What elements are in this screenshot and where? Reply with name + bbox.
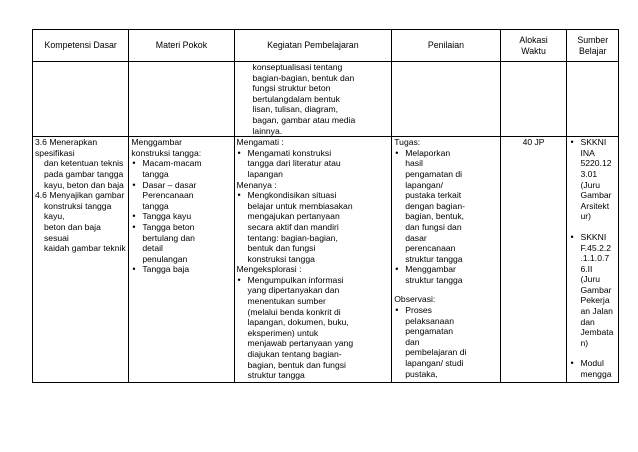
text-line: penulangan bbox=[142, 253, 188, 264]
text-line: detail bbox=[142, 243, 163, 254]
text-line: beton dan baja sesuai bbox=[44, 221, 101, 243]
spacer bbox=[394, 285, 497, 294]
cell-sumber-belajar bbox=[567, 137, 619, 383]
list-item bbox=[569, 232, 616, 349]
header-alokasi-line2: Waktu bbox=[521, 45, 546, 56]
text-line: • Mengamati konstruksi bbox=[247, 147, 332, 158]
text-line: pustaka terkait bbox=[405, 190, 462, 201]
text-line: konstruksi tangga: bbox=[131, 147, 202, 158]
text-line: mengga bbox=[580, 369, 612, 380]
text-line: bagan, gambar atau media bbox=[252, 114, 356, 125]
text-line: konstruksi tangga bbox=[247, 253, 315, 264]
text-line: hasil bbox=[405, 158, 423, 169]
text-line: • Mengumpulkan informasi bbox=[247, 274, 344, 285]
mengamati-label: Mengamati : bbox=[236, 137, 284, 148]
text-line: lapangan/ bbox=[405, 179, 443, 190]
text-line: 3.01 bbox=[580, 168, 598, 179]
text-line: struktur tangga bbox=[405, 274, 463, 285]
text-line: • Menggambar bbox=[405, 264, 456, 275]
text-line: lainnya. bbox=[252, 125, 283, 136]
cell-penilaian bbox=[392, 137, 500, 383]
observasi-label: Observasi: bbox=[394, 294, 436, 305]
text-line: pelaksanaan bbox=[405, 315, 454, 326]
cell-empty-alokasi bbox=[500, 62, 567, 137]
kd-3-6-rest bbox=[35, 158, 126, 190]
text-line: Pekerja bbox=[580, 295, 610, 306]
text-line: (Juru bbox=[580, 274, 601, 285]
text-line: tentang: bagian-bagian, bbox=[247, 232, 338, 243]
list-item bbox=[394, 264, 497, 285]
list-item bbox=[569, 137, 616, 222]
menanya-list bbox=[237, 190, 390, 264]
text-line: lapangan, dokumen, buku, bbox=[247, 317, 349, 328]
list-item bbox=[131, 180, 231, 212]
text-line: konseptualisasi tentang bbox=[252, 62, 343, 72]
header-materi-pokok: Materi Pokok bbox=[129, 30, 234, 62]
text-line: pada gambar tangga bbox=[44, 168, 124, 179]
text-line: dasar bbox=[405, 232, 427, 243]
text-line: • Macam-macam bbox=[142, 158, 202, 169]
text-line: Gambar bbox=[580, 284, 612, 295]
list-item bbox=[131, 158, 231, 179]
tugas-list bbox=[394, 148, 497, 286]
text-line: • Tangga beton bbox=[142, 221, 195, 232]
text-line: .1.1.0.7 bbox=[580, 253, 610, 264]
observasi-list bbox=[394, 305, 497, 379]
text-line: F.45.2.2 bbox=[580, 242, 612, 253]
list-item bbox=[569, 358, 616, 379]
text-line: INA bbox=[580, 147, 595, 158]
text-line: lapangan bbox=[247, 168, 283, 179]
text-line: 5220.12 bbox=[580, 158, 612, 169]
text-line: ur) bbox=[580, 211, 591, 222]
cell-kompetensi-dasar bbox=[33, 137, 129, 383]
list-item bbox=[394, 148, 497, 265]
text-line: perencanaan bbox=[405, 243, 456, 254]
text-line: • Melaporkan bbox=[405, 147, 451, 158]
text-line: • Mengkondisikan situasi bbox=[247, 190, 337, 201]
text-line: kaidah gambar teknik bbox=[44, 243, 126, 254]
text-line: dengan bagian- bbox=[405, 200, 465, 211]
text-line: • Proses bbox=[405, 305, 432, 316]
text-line: menjawab pertanyaan yang bbox=[247, 338, 354, 349]
alokasi-value: 40 JP bbox=[522, 137, 545, 148]
text-line: bagian, bentuk, bbox=[405, 211, 465, 222]
header-alokasi-waktu bbox=[500, 30, 567, 62]
cell-materi-pokok bbox=[129, 137, 234, 383]
text-line: 4.6 Menyajikan gambar bbox=[35, 190, 125, 201]
text-line: lapangan/ studi bbox=[405, 358, 464, 369]
mengamati-list bbox=[237, 148, 390, 180]
table-row-3-6 bbox=[33, 137, 619, 383]
text-line: bertulangdalam bentuk bbox=[252, 93, 340, 104]
sumber-list bbox=[569, 137, 616, 379]
text-line: Gambar bbox=[580, 190, 612, 201]
text-line: tangga bbox=[142, 200, 169, 211]
cell-empty-materi bbox=[129, 62, 234, 137]
text-line: pustaka, bbox=[405, 368, 438, 379]
kegiatan-continued-text bbox=[237, 62, 390, 136]
text-line: 3.6 Menerapkan spesifikasi bbox=[35, 137, 98, 158]
text-line: Jembata bbox=[580, 327, 614, 338]
header-sumber-belajar bbox=[567, 30, 619, 62]
text-line: tangga bbox=[142, 168, 169, 179]
text-line: lisan, tulisan, diagram, bbox=[252, 104, 339, 115]
cell-empty-kd bbox=[33, 62, 129, 137]
tugas-label: Tugas: bbox=[394, 137, 421, 148]
materi-list bbox=[131, 158, 231, 275]
text-line: bagian-bagian, bentuk dan bbox=[252, 72, 355, 83]
text-line: bagian, bentuk dan fungsi bbox=[247, 359, 346, 370]
text-line: belajar untuk membiasakan bbox=[247, 200, 353, 211]
list-item bbox=[394, 305, 497, 379]
text-line: pengamatan di bbox=[405, 168, 463, 179]
text-line: struktur tangga bbox=[247, 370, 305, 381]
rpp-table bbox=[32, 29, 619, 383]
text-line: Arsitekt bbox=[580, 200, 610, 211]
header-sumber-line1: Sumber bbox=[577, 34, 609, 45]
text-line: dan ketentuan teknis bbox=[44, 158, 124, 169]
text-line: pembelajaran di bbox=[405, 347, 467, 358]
kd-4-6-rest bbox=[35, 201, 126, 254]
header-alokasi-line1: Alokasi bbox=[519, 34, 548, 45]
header-sumber-line2: Belajar bbox=[579, 45, 607, 56]
list-item bbox=[237, 190, 390, 264]
text-line: diajukan tentang bagian- bbox=[247, 349, 342, 360]
text-line: • Modul bbox=[580, 358, 604, 369]
text-line: (Juru bbox=[580, 179, 601, 190]
text-line: (melalui benda konkrit di bbox=[247, 306, 341, 317]
text-line: • Dasar – dasar bbox=[142, 179, 197, 190]
text-line: yang dipertanyakan dan bbox=[247, 285, 340, 296]
text-line: Perencanaan bbox=[142, 190, 194, 201]
eksplorasi-label: Mengeksplorasi : bbox=[236, 264, 302, 275]
kd-3-6 bbox=[35, 137, 126, 190]
text-line: n) bbox=[580, 337, 589, 348]
text-line: pengamatan bbox=[405, 326, 454, 337]
text-line: struktur tangga bbox=[405, 253, 463, 264]
cell-kegiatan-pembelajaran bbox=[234, 137, 392, 383]
text-line: eksperimen) untuk bbox=[247, 327, 319, 338]
header-kompetensi-dasar: Kompetensi Dasar bbox=[33, 30, 129, 62]
text-line: bentuk dan fungsi bbox=[247, 243, 316, 254]
text-line: an Jalan bbox=[580, 306, 613, 317]
table-header-row bbox=[33, 30, 619, 62]
header-kegiatan-pembelajaran: Kegiatan Pembelajaran bbox=[234, 30, 392, 62]
text-line: • SKKNI bbox=[580, 137, 607, 148]
cell-empty-penilaian bbox=[392, 62, 500, 137]
cell-empty-sumber bbox=[567, 62, 619, 137]
text-line: • Tangga baja bbox=[142, 264, 190, 275]
text-line: secara aktif dan mandiri bbox=[247, 221, 339, 232]
text-line: menentukan sumber bbox=[247, 296, 326, 307]
text-line: konstruksi tangga kayu, bbox=[44, 200, 112, 222]
text-line: dan bbox=[580, 316, 595, 327]
text-line: fungsi struktur beton bbox=[252, 83, 331, 94]
text-line: bertulang dan bbox=[142, 232, 195, 243]
list-item bbox=[131, 211, 231, 222]
list-item bbox=[131, 222, 231, 264]
text-line: • Tangga kayu bbox=[142, 211, 192, 222]
text-line: dan bbox=[405, 336, 420, 347]
cell-kegiatan-continued bbox=[234, 62, 392, 137]
table-row-continued bbox=[33, 62, 619, 137]
text-line: 6.II bbox=[580, 263, 593, 274]
text-line: kayu, beton dan baja bbox=[44, 179, 124, 190]
list-item bbox=[237, 275, 390, 381]
text-line: tangga dari literatur atau bbox=[247, 158, 341, 169]
header-penilaian: Penilaian bbox=[392, 30, 500, 62]
list-item bbox=[131, 264, 231, 275]
menanya-label: Menanya : bbox=[236, 179, 277, 190]
text-line: • SKKNI bbox=[580, 231, 607, 242]
cell-alokasi-waktu bbox=[500, 137, 567, 383]
text-line: mengajukan pertanyaan bbox=[247, 211, 340, 222]
list-item bbox=[237, 148, 390, 180]
eksplorasi-list bbox=[237, 275, 390, 381]
kd-4-6 bbox=[35, 190, 126, 254]
text-line: dan fungsi dan bbox=[405, 221, 462, 232]
text-line: Menggambar bbox=[131, 137, 183, 148]
